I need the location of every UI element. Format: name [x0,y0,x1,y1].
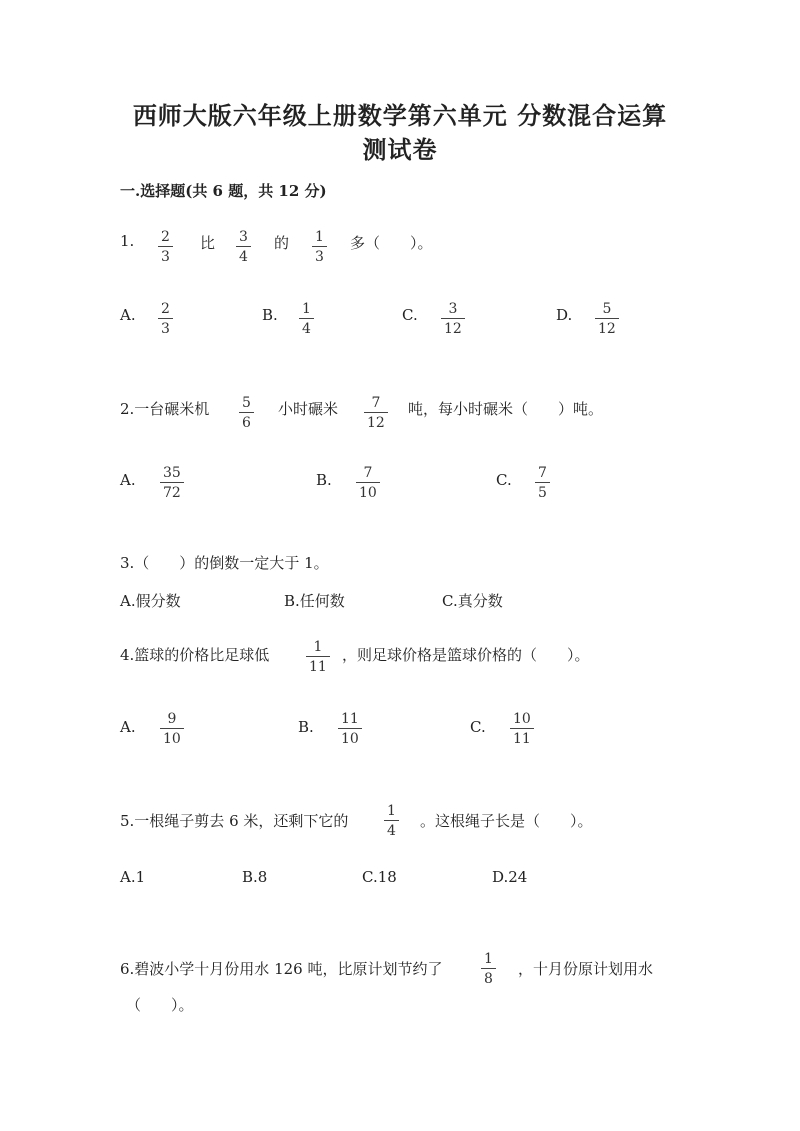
numerator: 1 [484,951,493,967]
q4-fraction-1 [306,640,330,674]
q5-fraction-1 [384,804,399,838]
q2-option-c-label: C. [496,471,512,489]
denominator: 3 [161,249,170,265]
q4-text-2: ，则足球价格是篮球价格的（ ）。 [342,646,590,664]
numerator: 3 [448,301,458,317]
q6-text-2: ，十月份原计划用水 [518,960,654,978]
q1-text-2: 的 [274,234,290,252]
q6-text-1: 6.碧波小学十月份用水 126 吨，比原计划节约了 [120,960,443,978]
denominator: 12 [444,321,462,337]
numerator: 35 [163,465,181,481]
q5-option-a: A.1 [120,868,146,886]
q2-option-b-label: B. [316,471,332,489]
q2-option-c-fraction [535,466,550,500]
numerator: 5 [242,395,251,411]
denominator: 12 [598,321,616,337]
q2-fraction-1 [239,396,254,430]
denominator: 12 [367,415,385,431]
q2-text-3: 吨，每小时碾米（ ）吨。 [408,400,604,418]
q1-fraction-3 [312,230,327,264]
q2-fraction-2 [364,396,388,430]
q1-option-c-fraction [441,302,465,336]
numerator: 2 [161,229,170,245]
q4-option-c-label: C. [470,718,486,736]
denominator: 10 [341,731,359,747]
numerator: 7 [538,465,547,481]
q2-option-b-fraction [356,466,380,500]
q1-option-a-label: A. [120,306,136,324]
q6-fraction-1 [481,952,496,986]
numerator: 10 [513,711,531,727]
q2-text-2: 小时碾米 [278,400,339,418]
denominator: 4 [387,823,396,839]
numerator: 3 [239,229,248,245]
q4-option-a-label: A. [120,718,136,736]
section-heading: 一.选择题(共 6 题，共 12 分) [120,182,327,200]
q1-option-b-label: B. [262,306,278,324]
q3-option-a: A.假分数 [120,592,181,610]
denominator: 10 [359,485,377,501]
numerator: 9 [167,711,177,727]
q1-option-a-fraction [158,302,173,336]
q5-option-b: B.8 [242,868,268,886]
q4-option-b-fraction [338,712,362,746]
q4-option-b-label: B. [298,718,314,736]
q1-fraction-2 [236,230,251,264]
q3-option-c: C.真分数 [442,592,503,610]
denominator: 5 [538,485,547,501]
denominator: 3 [161,321,170,337]
q2-option-a-label: A. [120,471,136,489]
q1-option-d-fraction [595,302,619,336]
q1-option-c-label: C. [402,306,418,324]
denominator: 11 [513,731,531,747]
numerator: 1 [387,803,396,819]
q4-option-c-fraction [510,712,534,746]
denominator: 4 [239,249,248,265]
q1-option-b-fraction [299,302,314,336]
q3-option-b: B.任何数 [284,592,345,610]
q1-number: 1. [120,232,135,250]
q5-option-c: C.18 [362,868,397,886]
q1-text-3: 多（ ）。 [350,234,433,252]
q5-text-1: 5.一根绳子剪去 6 米，还剩下它的 [120,812,349,830]
numerator: 5 [602,301,612,317]
denominator: 4 [302,321,311,337]
numerator: 11 [341,711,359,727]
page-title-line2: 测试卷 [362,135,438,164]
denominator: 8 [484,971,493,987]
q1-text-1: 比 [200,234,216,252]
numerator: 2 [161,301,170,317]
denominator: 6 [242,415,251,431]
denominator: 11 [309,659,327,675]
page-title: 西师大版六年级上册数学第六单元 分数混合运算 [132,101,668,130]
numerator: 1 [313,639,323,655]
numerator: 7 [363,465,373,481]
q3-text: 3.（ ）的倒数一定大于 1。 [120,554,329,572]
numerator: 7 [371,395,381,411]
q1-fraction-1 [158,230,173,264]
numerator: 1 [315,229,324,245]
q6-text-3: （ ）。 [126,996,194,1014]
denominator: 3 [315,249,324,265]
q4-text-1: 4.篮球的价格比足球低 [120,646,270,664]
denominator: 10 [163,731,181,747]
q2-text-1: 2.一台碾米机 [120,400,210,418]
q5-option-d: D.24 [492,868,528,886]
q4-option-a-fraction [160,712,184,746]
denominator: 72 [163,485,181,501]
q5-text-2: 。这根绳子长是（ ）。 [420,812,593,830]
q1-option-d-label: D. [556,306,573,324]
q2-option-a-fraction [160,466,184,500]
numerator: 1 [302,301,311,317]
